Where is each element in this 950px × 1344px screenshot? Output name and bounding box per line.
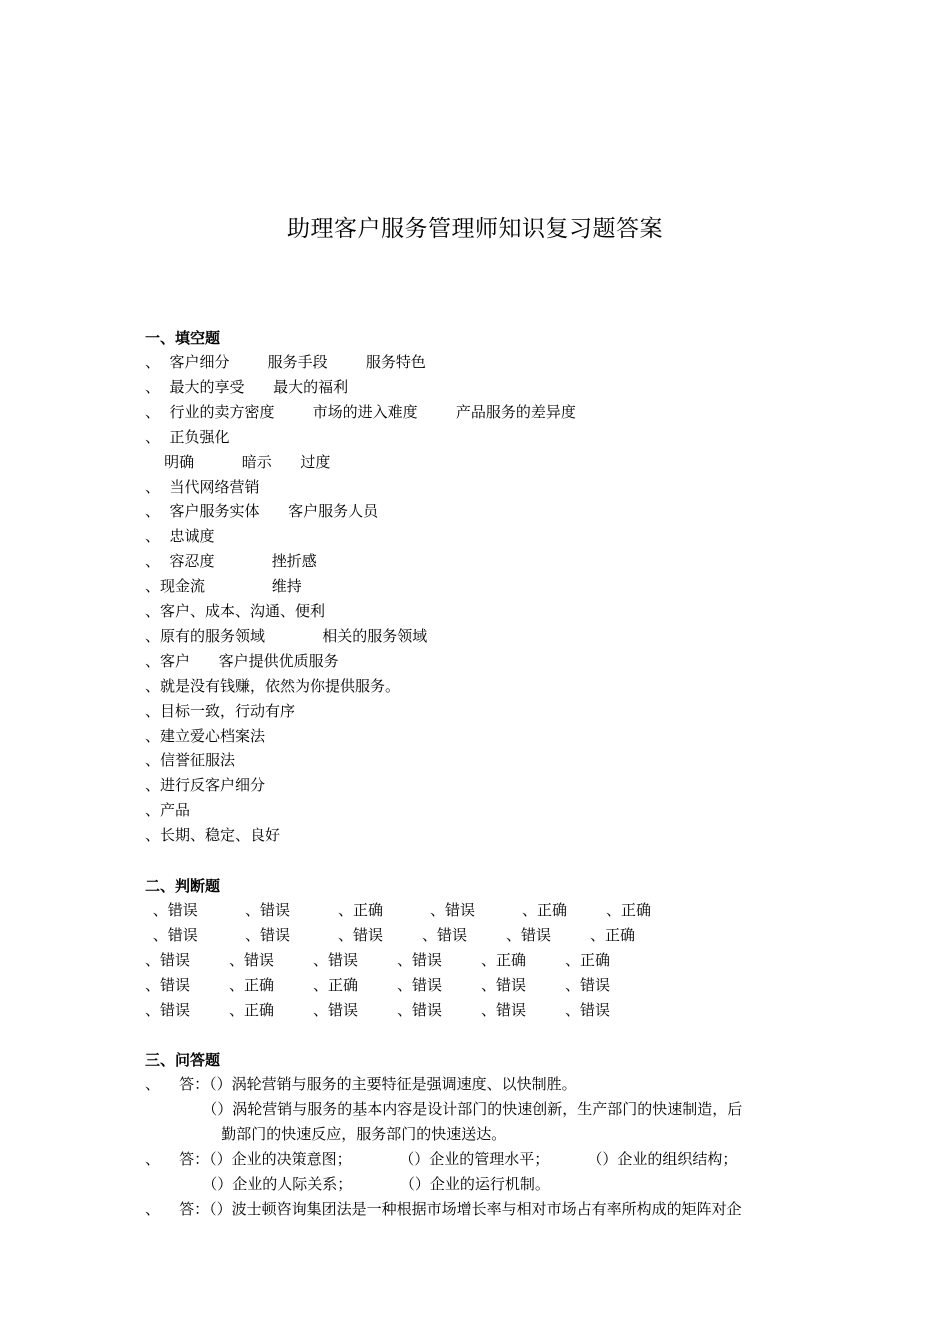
judgement-answer: 、错误 [148, 901, 198, 919]
section-heading-true-false: 二、判断题 [145, 877, 221, 895]
judgement-answer: 、错误 [397, 950, 443, 969]
section-heading-fill-blank: 一、填空题 [145, 329, 221, 347]
qa-line: 勤部门的快速反应，服务部门的快速送达。 [145, 1124, 507, 1143]
judgement-answer: 、正确 [338, 901, 384, 919]
judgement-answer: 、错误 [313, 950, 359, 969]
judgement-answer: 、错误 [422, 925, 468, 944]
answer-line: 、 容忍度 挫折感 [145, 552, 317, 571]
answer-line: 、产品 [145, 801, 191, 820]
answer-line: 、 正负强化 [145, 427, 230, 446]
qa-line: 、 答：（）涡轮营销与服务的主要特征是强调速度、以快制胜。 [145, 1075, 577, 1093]
qa-line: 、 答：（）波士顿咨询集团法是一种根据市场增长率与相对市场占有率所构成的矩阵对企 [145, 1199, 742, 1218]
judgement-answer: 、错误 [397, 1000, 443, 1019]
answer-line: 、 行业的卖方密度 市场的进入难度 产品服务的差异度 [145, 402, 576, 421]
judgement-answer: 、正确 [229, 1000, 275, 1019]
judgement-answer: 、错误 [430, 901, 476, 919]
answer-line: 、客户、成本、沟通、便利 [145, 602, 326, 620]
judgement-answer: 、正确 [313, 975, 359, 994]
answer-line: 、就是没有钱赚，依然为你提供服务。 [145, 676, 401, 695]
judgement-answer: 、正确 [229, 975, 275, 994]
answer-line: 、 客户细分 服务手段 服务特色 [145, 353, 426, 371]
answer-line: 、客户 客户提供优质服务 [145, 651, 339, 670]
answer-line: 、信誉征服法 [145, 751, 236, 770]
judgement-answer: 、错误 [397, 975, 443, 994]
judgement-answer: 、错误 [229, 950, 275, 969]
judgement-answer: 、正确 [565, 950, 611, 969]
document-title: 助理客户服务管理师知识复习题答案 [287, 216, 663, 242]
judgement-answer: 、错误 [565, 1000, 611, 1019]
judgement-answer: 、错误 [313, 1000, 359, 1019]
judgement-answer: 、错误 [145, 975, 191, 994]
answer-line: 、 忠诚度 [145, 527, 215, 546]
answer-line: 明确 暗示 过度 [145, 452, 331, 471]
judgement-answer: 、错误 [245, 925, 291, 944]
answer-line: 、原有的服务领域 相关的服务领域 [145, 626, 428, 645]
judgement-answer: 、错误 [506, 925, 552, 944]
answer-line: 、 当代网络营销 [145, 477, 260, 496]
judgement-answer: 、错误 [145, 1000, 191, 1019]
answer-line: 、长期、稳定、良好 [145, 826, 281, 845]
judgement-answer: 、错误 [565, 975, 611, 994]
qa-line: （）企业的人际关系； （）企业的运行机制。 [145, 1174, 550, 1193]
answer-line: 、目标一致，行动有序 [145, 701, 296, 720]
answer-line: 、现金流 维持 [145, 577, 302, 596]
judgement-answer: 、错误 [338, 925, 384, 944]
judgement-answer: 、正确 [606, 901, 652, 919]
answer-line: 、进行反客户细分 [145, 776, 266, 795]
qa-line: （）涡轮营销与服务的基本内容是设计部门的快速创新，生产部门的快速制造，后 [145, 1099, 743, 1118]
section-heading-qa: 三、问答题 [145, 1051, 221, 1069]
judgement-answer: 、错误 [145, 950, 191, 969]
answer-line: 、 最大的享受 最大的福利 [145, 377, 349, 396]
answer-line: 、 客户服务实体 客户服务人员 [145, 502, 379, 521]
judgement-answer: 、正确 [522, 901, 568, 919]
judgement-answer: 、正确 [481, 950, 527, 969]
qa-line: 、 答：（）企业的决策意图； （）企业的管理水平； （）企业的组织结构； [145, 1149, 738, 1168]
answer-line: 、建立爱心档案法 [145, 726, 266, 745]
judgement-answer: 、错误 [245, 901, 291, 919]
judgement-answer: 、正确 [590, 925, 636, 944]
judgement-answer: 、错误 [148, 925, 198, 944]
judgement-answer: 、错误 [481, 1000, 527, 1019]
judgement-answer: 、错误 [481, 975, 527, 994]
